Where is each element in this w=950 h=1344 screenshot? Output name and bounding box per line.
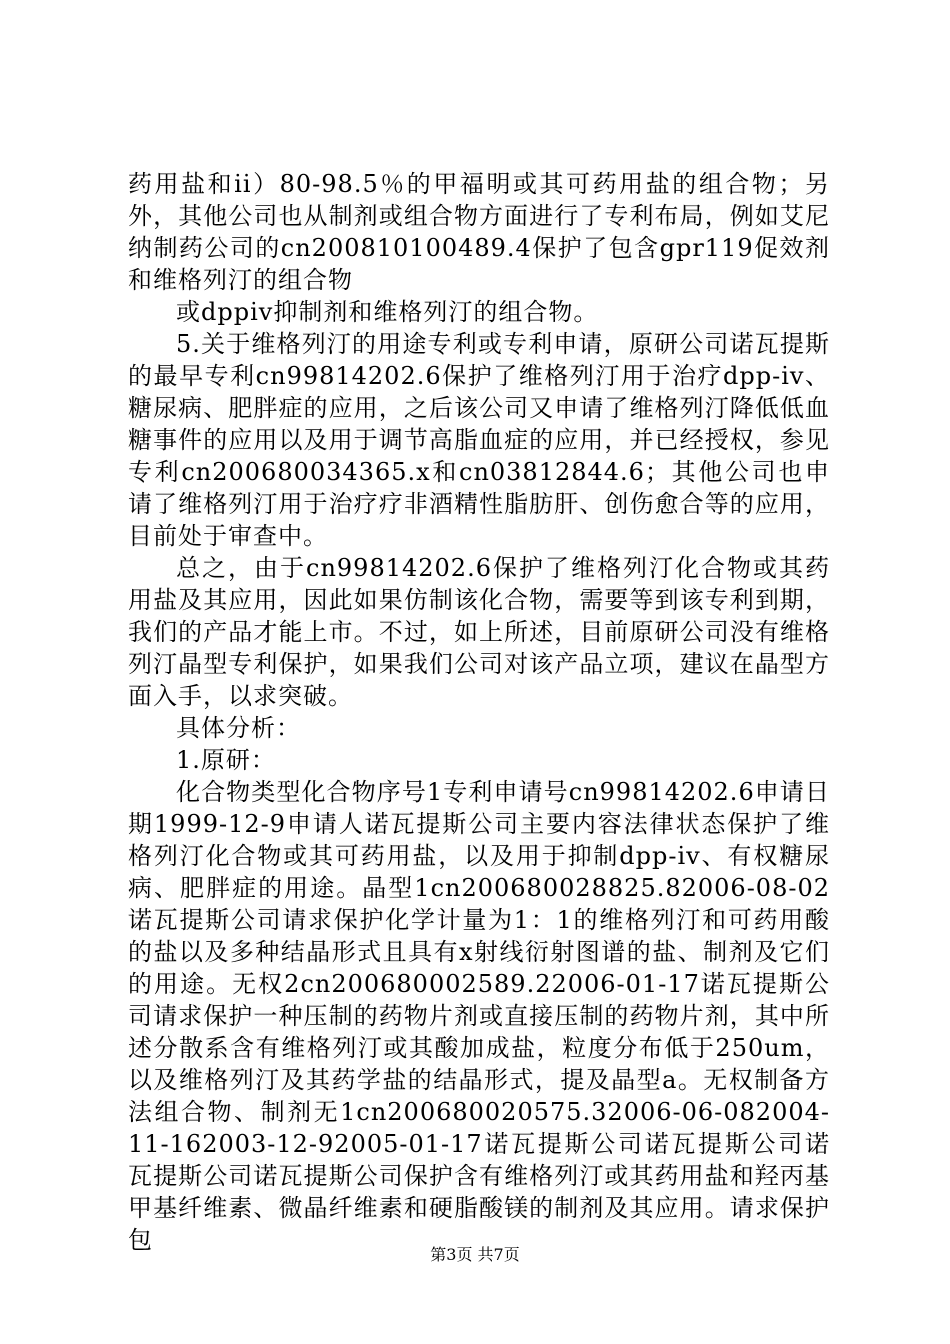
paragraph-5: 具体分析： (176, 714, 301, 742)
paragraph-6: 1.原研： (176, 746, 276, 774)
paragraph-7: 化合物类型化合物序号1专利申请号cn99814202.6申请日期1999-12-9申请人诺瓦提斯公司主要内容法律状态保护了维格列汀化合物或其可药用盐，以及用于抑制dpp-iv、有权糖尿病、肥胖症的用途。晶型1cn200680028825.82006-08-02诺瓦提斯公司请求保护化学计量为1：1的维格列汀和可药用酸的盐以及多种结晶形式且具有x射线衍射图谱的盐、制剂及它们的用途。无权2cn200680002589.22006-01-17诺瓦提斯公司请求保护一种压制的药物片剂或直接压制的药物片剂，其中所述分散系含有维格列汀或其酸加成盐，粒度分布低于250um，以及维格列汀及其药学盐的结晶形式，提及晶型a。无权制备方法组合物、制剂无1cn200680020575.32006-06-082004-11-162003-12-92005-01-17诺瓦提斯公司诺瓦提斯公司诺瓦提斯公司诺瓦提斯公司保护含有维格列汀或其药用盐和羟丙基甲基纤维素、微晶纤维素和硬脂酸镁的制剂及其应用。请求保护包 (128, 778, 830, 1254)
paragraph-2: 或dppiv抑制剂和维格列汀的组合物。 (176, 298, 599, 326)
paragraph-1: 药用盐和ii）80-98.5％的甲福明或其可药用盐的组合物；另外，其他公司也从制剂或组合物方面进行了专利布局，例如艾尼纳制药公司的cn200810100489.4保护了包含gpr119促效剂和维格列汀的组合物 (128, 170, 830, 294)
body-text (128, 168, 830, 1256)
page-footer (0, 1244, 950, 1266)
paragraph-3: 5.关于维格列汀的用途专利或专利申请，原研公司诺瓦提斯的最早专利cn99814202.6保护了维格列汀用于治疗dpp-iv、糖尿病、肥胖症的应用，之后该公司又申请了维格列汀降低低血糖事件的应用以及用于调节高脂血症的应用，并已经授权，参见专利cn200680034365.x和cn03812844.6；其他公司也申请了维格列汀用于治疗疗非酒精性脂肪肝、创伤愈合等的应用，目前处于审查中。 (128, 330, 830, 550)
page-number-label: 第3页 共7页 (430, 1245, 520, 1264)
paragraph-4: 总之，由于cn99814202.6保护了维格列汀化合物或其药用盐及其应用，因此如果仿制该化合物，需要等到该专利到期，我们的产品才能上市。不过，如上所述，目前原研公司没有维格列汀晶型专利保护，如果我们公司对该产品立项，建议在晶型方面入手，以求突破。 (128, 554, 830, 710)
